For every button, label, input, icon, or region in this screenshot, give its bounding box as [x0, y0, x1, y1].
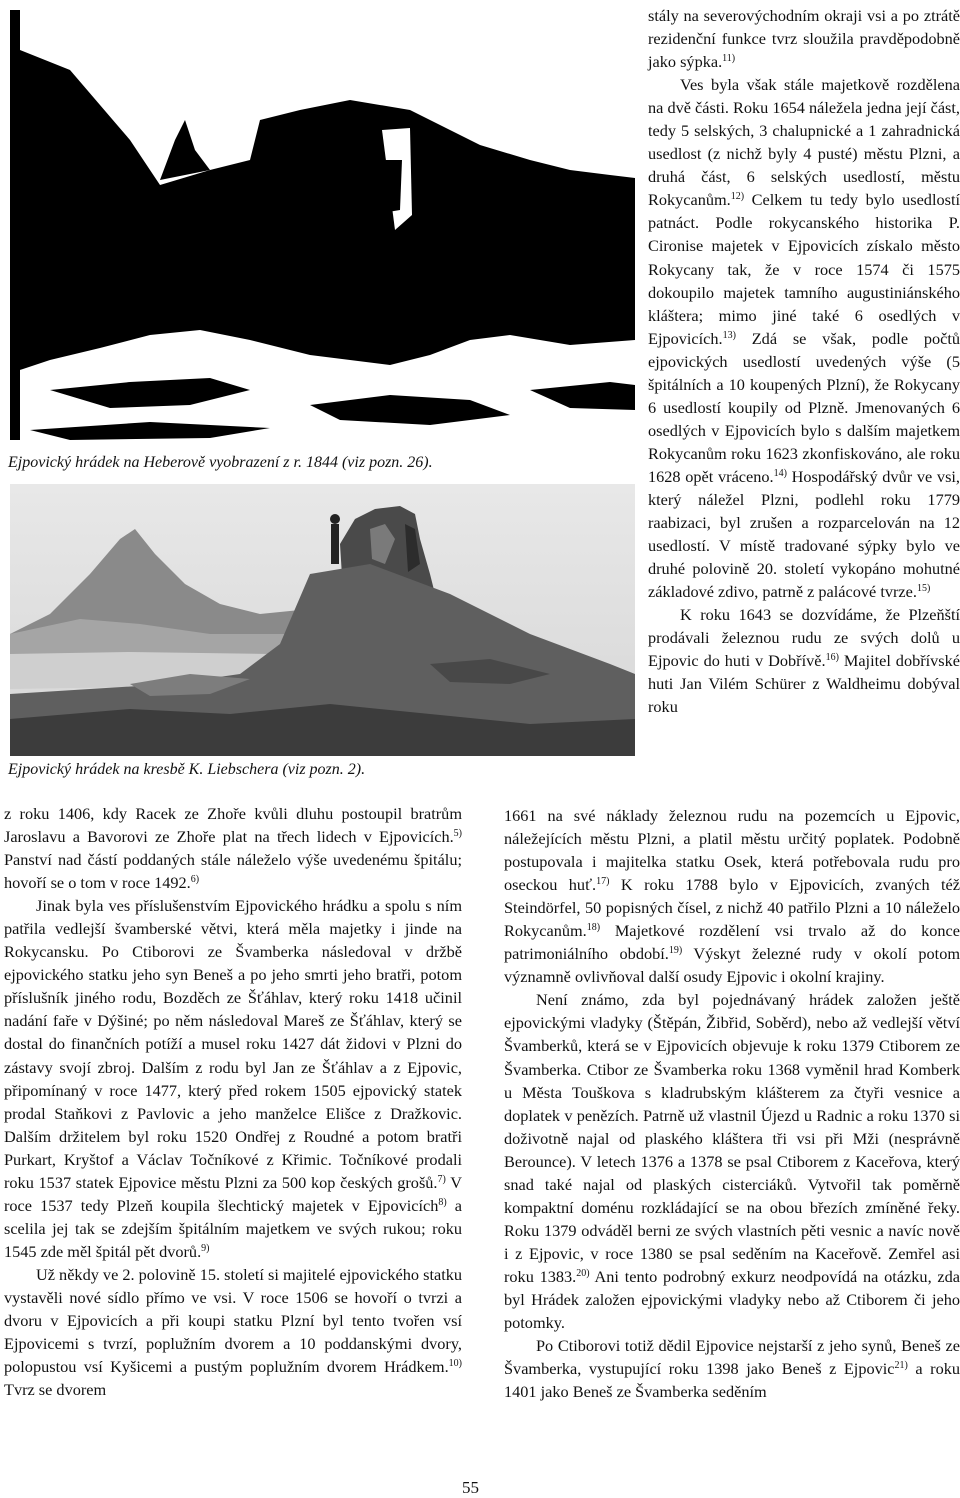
text-run: K roku 1643 se dozvídáme, že Plzeňští prodávali železnou rudu ze svých dolů u Ejpovic do huti v Dobřívě. — [648, 605, 960, 671]
footnote-ref: 16) — [825, 652, 839, 664]
page-number: 55 — [462, 1478, 479, 1497]
right-column-text — [648, 4, 960, 718]
text-run: V roce 1537 tedy Plzeň koupila šlechtický majetek v Ejpovicích — [4, 1172, 462, 1215]
paragraph — [648, 4, 960, 73]
left-column-text — [4, 802, 462, 1401]
paragraph — [4, 802, 462, 894]
figure-heber-1844 — [10, 10, 635, 440]
footnote-ref: 11) — [722, 53, 736, 65]
text-run: Panství nad částí poddaných stále náleželo výše uvedenému špitálu; hovoří se o tom v roce 1492. — [4, 850, 462, 893]
footnote-ref: 15) — [916, 583, 931, 595]
text-run: Celkem tu tedy bylo usedlostí patnáct. Podle rokycanského historika P. Cironise majetek v Ejpovicích získalo město Rokycany tak, že v roce 1574 či 1575 dokoupilo majetek tamního augustiniánského kláštera; mimo jiné také 6 osedlých v Ejpovicích. — [648, 190, 960, 348]
text-run: Majitel dobřívské huti Jan Vilém Schürer z Waldheimu dobýval roku — [648, 651, 960, 717]
liebscher-drawing-image — [10, 484, 635, 756]
figure-caption-1: Ejpovický hrádek na Heberově vyobrazení z r. 1844 (viz pozn. 26). — [8, 454, 433, 471]
paragraph — [504, 1334, 960, 1403]
text-run: Majetkové rozdělení vsi trvalo až do konce patrimoniálního období. — [504, 921, 960, 964]
paragraph — [4, 894, 462, 1263]
footnote-ref: 14) — [773, 467, 787, 479]
paragraph — [648, 73, 960, 603]
wide-column-text — [504, 804, 960, 1403]
footnote-ref: 13) — [722, 329, 736, 341]
paragraph — [648, 603, 960, 718]
footnote-ref: 17) — [596, 876, 610, 888]
footnote-ref: 18) — [586, 922, 601, 934]
text-run: Po Ctiborovi totiž dědil Ejpovice nejstarší z jeho synů, Beneš ze Švamberka, vystupující roku 1398 jako Beneš z Ejpovic — [504, 1336, 960, 1379]
figure-caption-2: Ejpovický hrádek na kresbě K. Liebschera (viz pozn. 2). — [8, 761, 366, 778]
paragraph — [504, 804, 960, 988]
footnote-ref: 5) — [453, 828, 462, 840]
footnote-ref: 6) — [190, 874, 200, 886]
text-run: Zdá se však, podle počtů ejpovických usedlostí uvedených výše (5 špitálních a 10 koupených Plzní), že Rokycany 6 usedlostí koupily od Plzně. Jmenovaných 6 osedlých v Ejpovicích bylo s dalším majetkem Rokycanům roku 1623 zkonfiskováno, ale roku 1628 opět vráceno. — [648, 328, 960, 486]
text-run: Není známo, zda byl pojednávaný hrádek založen ještě ejpovickými vladyky (Štěpán, Žibřid, Soběrd), nebo až vedlejší větví Švamberků, která se v Ejpovicích objevuje k roku 1379 Ctiborem ze Švamberka. Ctibor ze Švamberka roku 1368 vyměnil hrad Komberk u Města Touškova s kladrubským klášterem za čtyři vesnice a doplatek v penězích. Patrně už vlastnil Újezd u Radnic a roku 1370 si doživotně najal od plaského kláštera tři vsi při Mži (nesprávně Berounce). V letech 1376 a 1378 se psal Ctiborem z Kaceřova, který snad také najal od plaských cisterciáků. Vytvořil tak poměrně kompaktní doménu rozkládající se na obou březích zmíněné řeky. Roku 1379 odváděl berni ze svých vlastních pěti vesnic a navíc nově i z Ejpovic, v roce 1380 se psal seděním na Kaceřově. Zemřel asi roku 1383. — [504, 990, 960, 1286]
text-run: Jinak byla ves příslušenstvím Ejpovického hrádku a spolu s ním patřila vedlejší švamberské větvi, která měla majetky i jinde na Rokycansku. Po Ctiborovi ze Švamberka následoval v držbě ejpovického statku jeho syn Beneš a po jeho smrti jeho bratři, potom příslušník jiného rodu, Bozděch ze Šťáhlav, který roku 1418 učinil nadání faře v Dýšiné; po něm následoval Mareš ze Šťáhlav, který se dostal do finančních potíží a musel roku 1427 dát židovi v Plzni do zástavy svojí zbroj. Dalším z rodu byl Jan ze Šťáhlav a z Ejpovic, připomínaný v roce 1477, který před rokem 1505 ejpovický statek prodal Staňkovi z Pavlovic a jeho manželce Elišce z Dražkovic. Dalším držitelem byl roku 1520 Ondřej z Roudné a potom bratři Purkart, Kryštof a Václav Točníkové z Křimic. Točníkové prodali roku 1537 statek Ejpovice městu Plzni za 500 kop českých grošů. — [4, 896, 462, 1192]
text-run: stály na severovýchodním okraji vsi a po ztrátě rezidenční funkce tvrz sloužila pravděpodobně jako sýpka. — [648, 6, 960, 72]
text-run: z roku 1406, kdy Racek ze Zhoře kvůli dluhu postoupil bratrům Jaroslavu a Bavorovi ze Zhoře plat na třech lidech v Ejpovicích. — [4, 804, 462, 847]
text-run: Ves byla však stále majetkově rozdělena na dvě části. Roku 1654 náležela jedna její část, tedy 5 selských, 3 chalupnické a 1 zahradnická usedlost (z nichž byly 4 pusté) městu Plzni, a druhá část, 6 selských usedlostí, městu Rokycanům. — [648, 75, 960, 210]
text-run: a scelila jej tak se zdejším špitálním majetkem ve svých rukou; roku 1545 zde měl špitál pět dvorů. — [4, 1195, 463, 1261]
footnote-ref: 8) — [438, 1196, 447, 1208]
footnote-ref: 20) — [576, 1267, 590, 1279]
footnote-ref: 10) — [448, 1358, 462, 1370]
footnote-ref: 7) — [437, 1173, 446, 1185]
footnote-ref: 12) — [730, 191, 745, 203]
footnote-ref: 21) — [894, 1360, 908, 1372]
footnote-ref: 9) — [201, 1242, 210, 1254]
text-run: Už někdy ve 2. polovině 15. století si majitelé ejpovického statku vystavěli nové sídlo přímo ve vsi. V roce 1506 se hovoří o tvrzi a dvoru v Ejpovicích a při koupi statku Plzní byl tento tvořen vsí Ejpovicemi s tvrzí, poplužním dvorem a 10 poddanskými dvory, polopustou vsí Kyšicemi a pustým poplužním dvorem Hrádkem. — [4, 1264, 462, 1377]
text-run: 1661 na své náklady železnou rudu na pozemcích u Ejpovic, náležejících městu Plzni, a platil městu určitý poplatek. Podobně postupovala i majitelka statku Osek, která potřebovala rudu pro oseckou huť. — [504, 806, 960, 895]
heber-engraving-image — [10, 10, 635, 440]
footnote-ref: 19) — [668, 945, 683, 957]
text-run: K roku 1788 bylo v Ejpovicích, zvaných též Steindörfel, 50 popisných čísel, z nichž 40 patřilo Plzni a 10 náleželo Rokycanům. — [504, 875, 960, 941]
paragraph — [504, 988, 960, 1334]
paragraph — [4, 1263, 462, 1401]
text-run: Ani tento podrobný exkurz neodpovídá na otázku, zda byl Hrádek založen ejpovickými vladyky nebo až Ctiborem či jeho potomky. — [504, 1266, 960, 1333]
text-run: a roku 1401 jako Beneš ze Švamberka seděním — [504, 1359, 960, 1402]
text-run: Výskyt železné rudy v okolí potom významně ovlivňoval další osudy Ejpovic i okolní krajiny. — [504, 944, 960, 987]
text-run: Hospodářský dvůr ve vsi, který náležel Plzni, podlehl roku 1779 raabizaci, byl zrušen a rozparcelován na 12 usedlostí. V místě tradované sýpky bylo ve druhé polovině 20. století vykopáno mohutné základové zdivo, patrně z palácové tvrze. — [648, 466, 960, 602]
text-run: Tvrz se dvorem — [4, 1380, 107, 1400]
figure-liebscher — [10, 484, 635, 756]
